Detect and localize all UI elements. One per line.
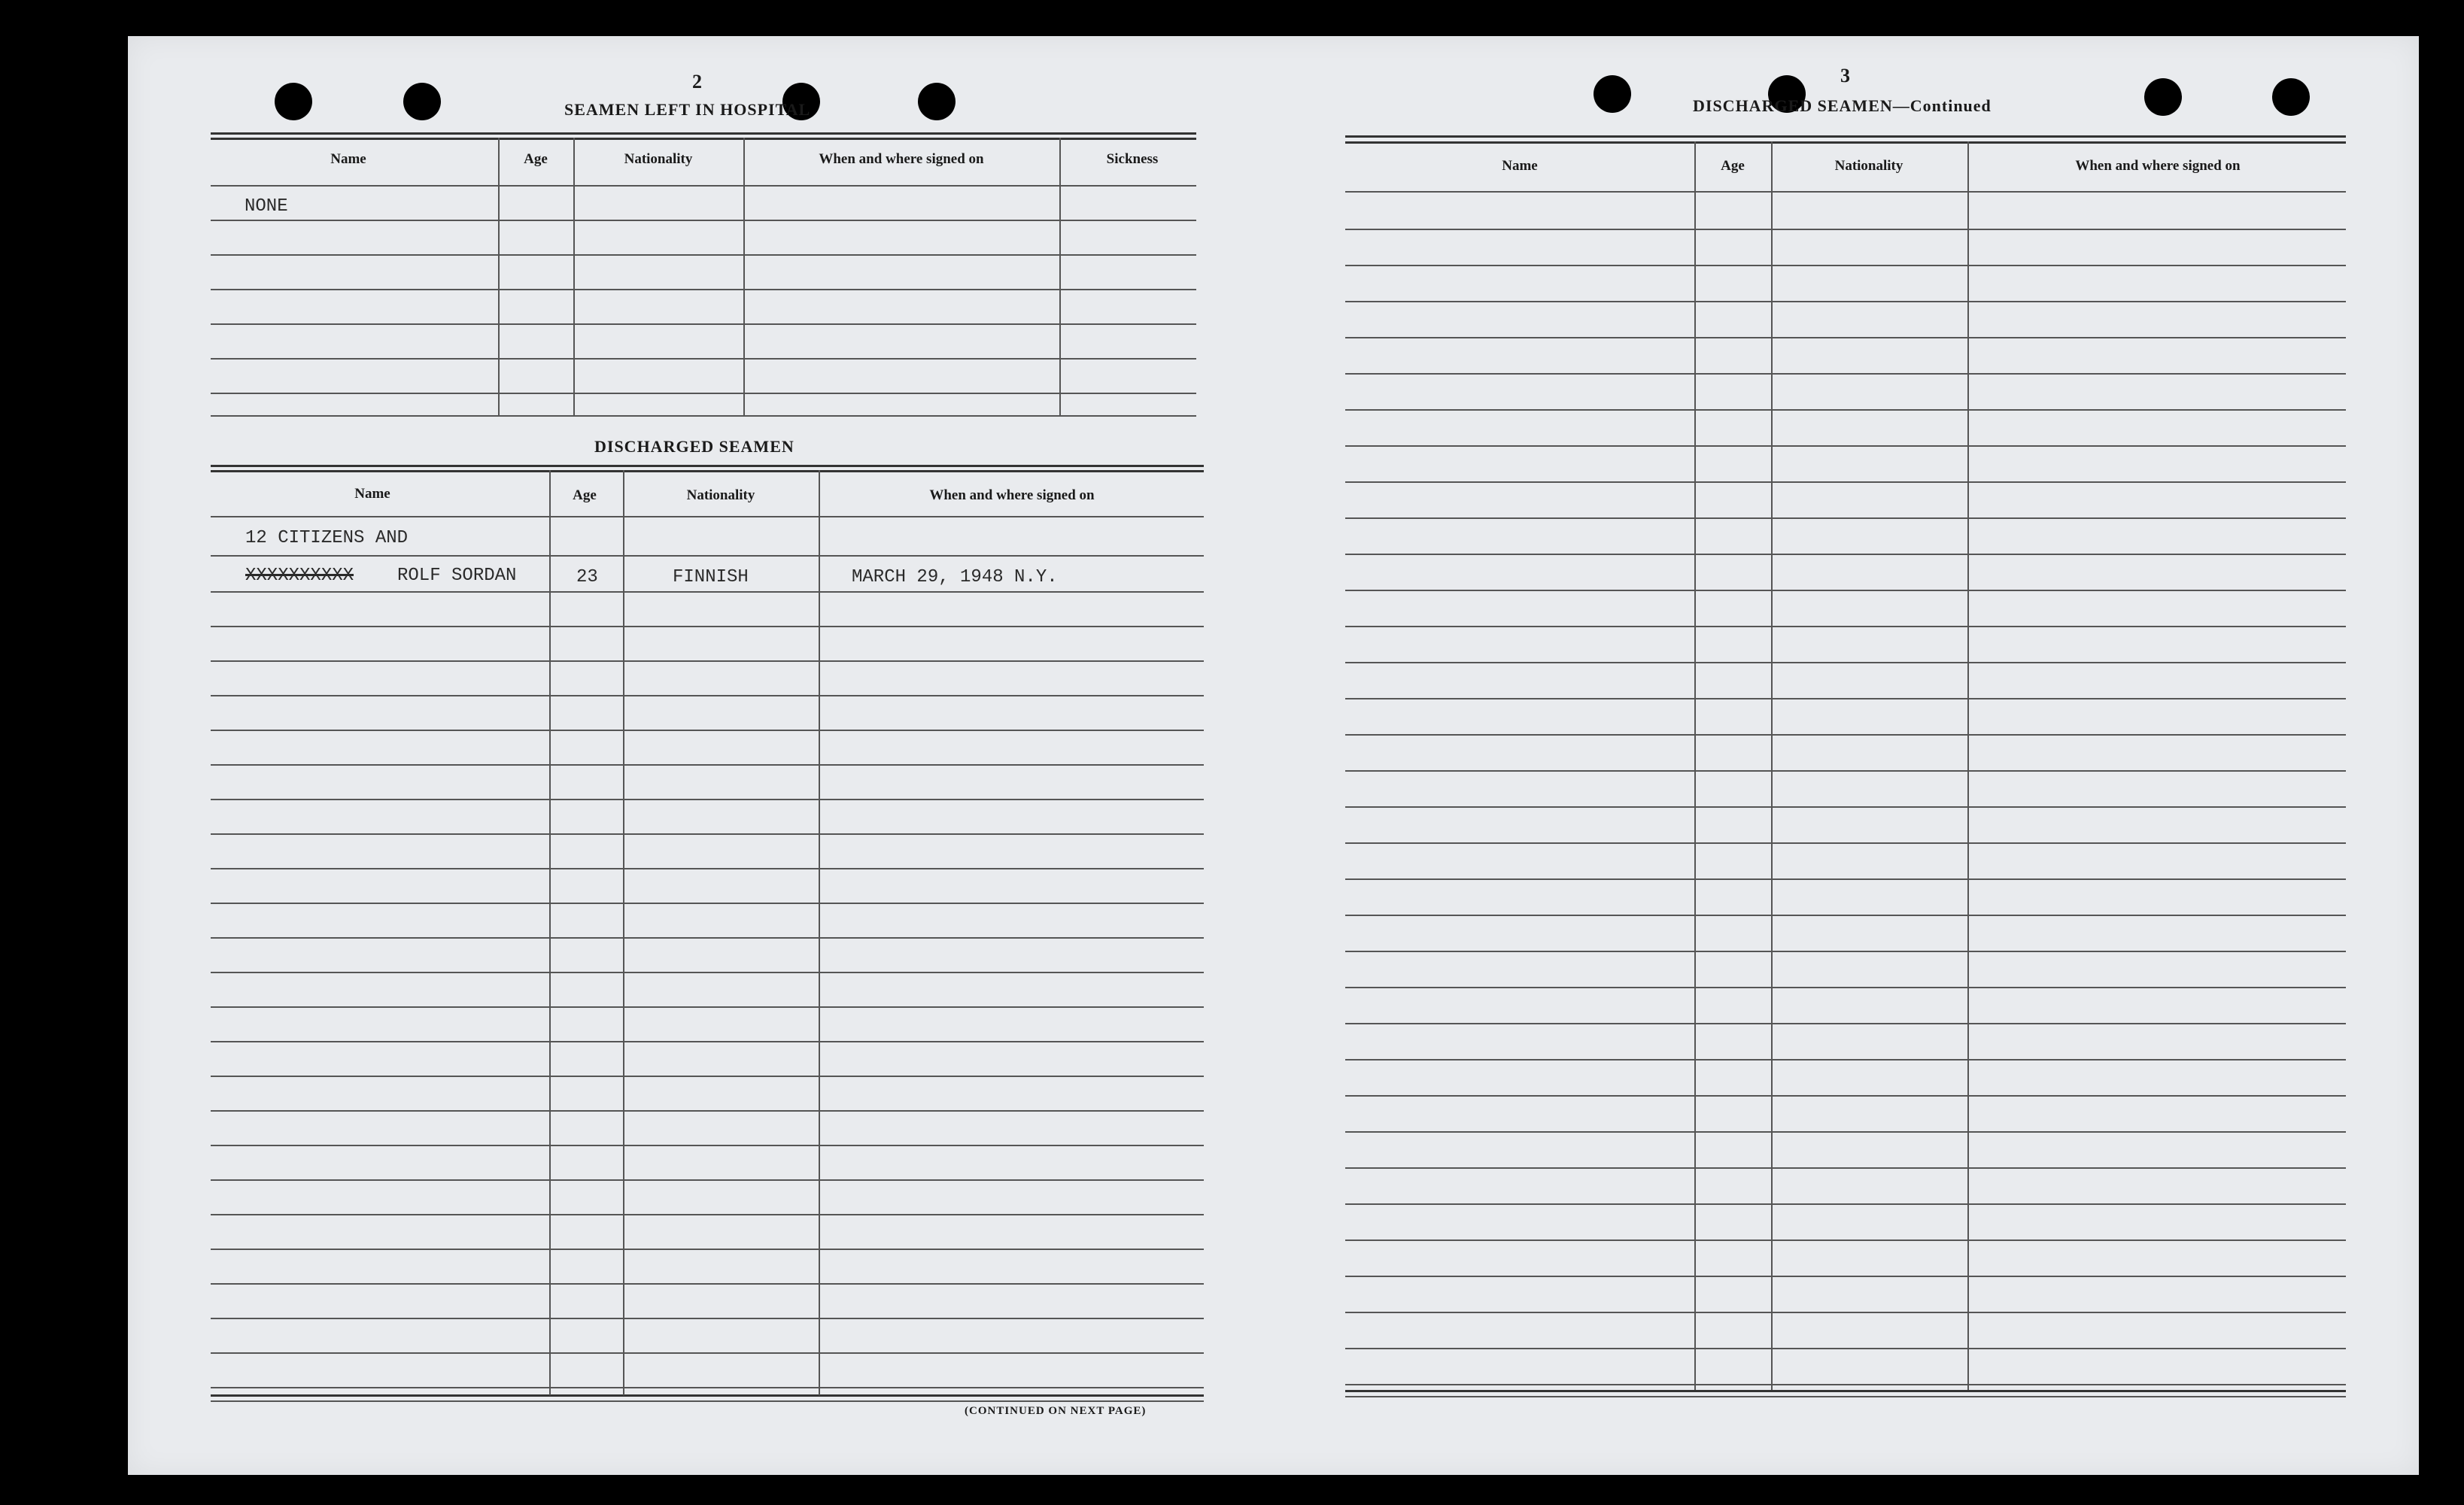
table-rule [1345,1276,2346,1277]
column-header-signed-on: When and where signed on [819,151,984,167]
table-rule [211,833,1204,835]
punch-hole [2144,78,2182,116]
struck-out-text: XXXXXXXXXX [245,566,354,586]
discharged-continued-title: DISCHARGED SEAMEN—Continued [1693,96,1992,115]
table-rule [1345,1384,2346,1385]
column-header-nationality: Nationality [1834,158,1903,174]
column-header-age: Age [573,487,597,503]
column-rule [1694,141,1696,1390]
discharged-row-signed-on: MARCH 29, 1948 N.Y. [852,567,1058,587]
column-header-age: Age [1721,158,1745,174]
column-header-age: Age [524,151,548,167]
table-rule [211,1318,1204,1319]
column-header-nationality: Nationality [624,151,693,167]
table-rule [211,799,1204,800]
table-rule [1345,987,2346,988]
table-rule [1345,626,2346,627]
punch-hole [275,83,312,120]
ledger-sheet [128,36,2419,1475]
punch-hole [403,83,441,120]
punch-hole [1594,75,1631,113]
table-rule [1345,229,2346,230]
column-header-signed-on: When and where signed on [929,487,1095,503]
table-rule [1345,1240,2346,1241]
table-rule [211,254,1196,256]
discharged-section-title: DISCHARGED SEAMEN [594,437,794,456]
table-rule [211,626,1204,627]
table-rule [211,1179,1204,1181]
table-rule [1345,1167,2346,1169]
table-rule [1345,1348,2346,1349]
page-number-left: 2 [692,71,702,93]
table-rule [1345,1095,2346,1097]
table-rule [1345,301,2346,302]
table-rule [1345,481,2346,483]
discharged-row-name: 12 CITIZENS AND [245,528,409,548]
column-header-name: Name [1502,158,1538,174]
table-rule [211,903,1204,904]
table-rule [211,1249,1204,1250]
table-rule [211,138,1196,140]
column-rule [498,138,500,416]
table-rule [211,289,1196,290]
table-rule [1345,662,2346,663]
table-rule [1345,590,2346,591]
discharged-row-name: ROLF SORDAN [397,566,517,586]
table-rule [1345,698,2346,699]
column-rule [1059,138,1061,416]
discharged-row-age: 23 [576,567,598,587]
hospital-section-title: SEAMEN LEFT IN HOSPITAL [564,100,811,119]
table-rule [1345,1203,2346,1205]
table-rule [211,868,1204,869]
continued-footer: (CONTINUED ON NEXT PAGE) [965,1405,1147,1417]
table-rule [211,591,1204,593]
column-header-name: Name [354,486,390,502]
table-rule [1345,265,2346,266]
table-rule [211,1006,1204,1008]
table-rule [1345,445,2346,447]
table-rule [1345,770,2346,772]
punch-hole [918,83,956,120]
table-rule [211,393,1196,394]
page-number-right: 3 [1840,65,1850,86]
table-rule [211,132,1196,135]
table-rule [1345,1131,2346,1133]
column-rule [743,138,745,416]
hospital-row-name: NONE [245,196,288,217]
table-rule [1345,373,2346,375]
table-rule [211,937,1204,939]
table-rule [211,470,1204,472]
column-rule [819,470,820,1395]
table-rule [211,185,1196,187]
table-rule [1345,337,2346,338]
table-rule [1345,1312,2346,1313]
table-rule [211,1352,1204,1354]
table-rule [1345,1396,2346,1397]
table-rule [1345,842,2346,844]
table-rule [211,1076,1204,1077]
table-rule [1345,806,2346,808]
table-rule [1345,878,2346,880]
column-rule [573,138,575,416]
table-rule [211,1283,1204,1285]
table-rule [1345,734,2346,736]
table-rule [211,220,1196,221]
table-rule [211,1400,1204,1402]
column-header-sickness: Sickness [1106,151,1159,167]
table-rule [211,972,1204,973]
table-rule [1345,951,2346,952]
table-rule [211,1394,1204,1397]
column-rule [1771,141,1773,1390]
table-rule [211,516,1204,517]
table-rule [1345,141,2346,144]
table-rule [211,1110,1204,1112]
table-rule [1345,1059,2346,1060]
table-rule [211,1387,1204,1388]
table-rule [1345,135,2346,138]
table-rule [211,415,1196,417]
table-rule [211,1041,1204,1042]
table-rule [211,323,1196,325]
table-rule [211,764,1204,766]
table-rule [211,555,1204,557]
table-rule [211,1145,1204,1146]
table-rule [1345,915,2346,916]
table-rule [211,1214,1204,1215]
column-header-name: Name [330,151,366,167]
table-rule [1345,1023,2346,1024]
column-header-signed-on: When and where signed on [2075,158,2241,174]
discharged-row-nationality: FINNISH [673,567,749,587]
table-rule [211,730,1204,731]
column-rule [623,470,624,1395]
table-rule [1345,409,2346,411]
table-rule [1345,1390,2346,1392]
table-rule [211,358,1196,360]
column-rule [549,470,551,1395]
table-rule [211,465,1204,467]
column-rule [1967,141,1969,1390]
table-rule [211,660,1204,662]
column-header-nationality: Nationality [686,487,755,503]
table-rule [1345,517,2346,519]
punch-hole [2272,78,2310,116]
table-rule [1345,191,2346,193]
table-rule [1345,554,2346,555]
table-rule [211,695,1204,696]
